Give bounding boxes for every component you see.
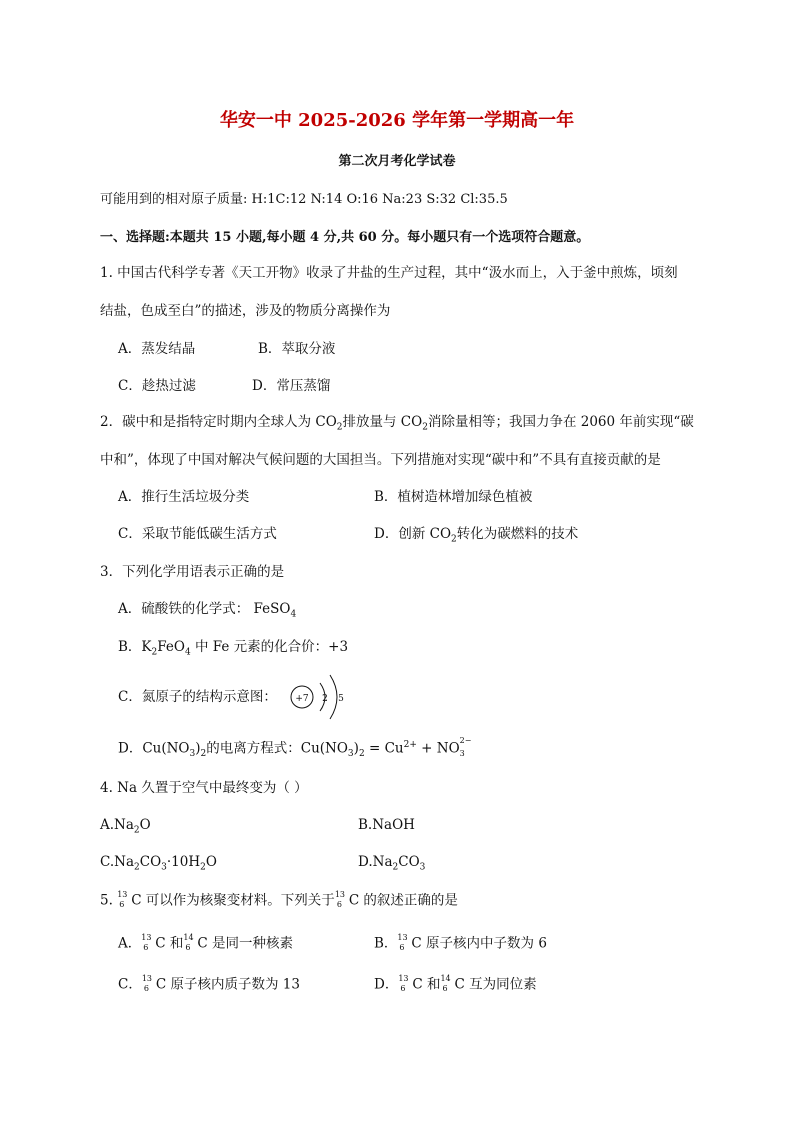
q2-stem-line2: 中和”，体现了中国对解决气候问题的大国担当。下列措施对实现“碳中和”不具有直接贡献的是 — [100, 452, 661, 468]
isotope-c13: 13 6 — [117, 890, 128, 909]
isotope-c13: 13 6 — [334, 890, 345, 909]
isotope-c13: 13 6 — [398, 974, 409, 993]
exam-title: 华安一中 2025-2026 学年第一学期高一年 — [219, 110, 575, 131]
q1-option-c: C．趁热过滤 — [118, 378, 196, 394]
q4-stem: 4. Na 久置于空气中最终变为（ ） — [100, 780, 308, 796]
isotope-c13: 13 6 — [397, 933, 408, 952]
section-heading: 一、选择题:本题共 15 小题,每小题 4 分,共 60 分。每小题只有一个选项符合题意。 — [100, 230, 590, 245]
q1-option-b: B．萃取分液 — [258, 341, 336, 357]
nitrogen-atom-diagram — [286, 673, 356, 721]
q1-option-a: A．蒸发结晶 — [118, 341, 196, 357]
shell-1-electrons: 2 — [322, 694, 328, 704]
q5-option-c: C． 13 6 C 原子核内质子数为 13 — [118, 974, 300, 993]
q4-option-c: $C.Na_2CO_3\cdot 10H_2O$ — [100, 854, 217, 873]
electron-shell-2 — [330, 675, 337, 719]
q2-stem-line1: 2．碳中和是指特定时期内全球人为 $CO_2$排放量与 $CO_2$消除量相等；我国力争在 2060 年前实现“碳 — [100, 414, 694, 433]
q5-option-b: B． 13 6 C 原子核内中子数为 6 — [374, 933, 547, 952]
q3-option-a: A．硫酸铁的化学式： FeSO$_4$ — [118, 601, 297, 620]
isotope-c13: 13 6 — [141, 974, 153, 993]
isotope-c14: 14 6 — [440, 974, 451, 993]
q3-stem: 3．下列化学用语表示正确的是 — [100, 564, 285, 580]
atomic-masses: 可能用到的相对原子质量: H:1C:12 N:14 O:16 Na:23 S:32 Cl:35.5 — [100, 192, 508, 207]
nucleus-charge: +7 — [295, 694, 309, 704]
isotope-c13: 13 6 — [141, 933, 152, 952]
q4-option-b: B.NaOH — [358, 817, 415, 833]
q5-stem: 5. 13 6 C 可以作为核聚变材料。下列关于 13 6 C 的叙述正确的是 — [100, 890, 458, 909]
exam-subtitle: 第二次月考化学试卷 — [338, 154, 456, 169]
q2-option-a: A．推行生活垃圾分类 — [118, 489, 250, 505]
q4-option-a: $A.Na_2O$ — [100, 817, 151, 836]
no3-charge: 2− 3 — [459, 736, 472, 758]
q5-option-d: D． 13 6 C 和 14 6 C 互为同位素 — [374, 974, 537, 993]
q1-option-d: D．常压蒸馏 — [252, 378, 331, 394]
q2-option-d: D．创新 $CO_2$转化为碳燃料的技术 — [374, 526, 579, 545]
q2-option-b: B．植树造林增加绿色植被 — [374, 489, 533, 505]
q1-stem-line2: 结盐，色成至白”的描述，涉及的物质分离操作为 — [100, 303, 391, 319]
isotope-c14: 14 6 — [183, 933, 194, 952]
q3-option-c: C．氮原子的结构示意图： — [118, 689, 277, 705]
q4-option-d: $D.Na_2CO_3$ — [358, 854, 426, 873]
q3-option-b: B．$K_2FeO_4$ 中 Fe 元素的化合价：+3 — [118, 639, 349, 658]
q1-stem-line1: 1. 中国古代科学专著《天工开物》收录了井盐的生产过程，其中“汲水而上，入于釜中煎炼，顷刻 — [100, 265, 678, 281]
q2-option-c: C．采取节能低碳生活方式 — [118, 526, 277, 542]
q5-option-a: A． 13 6 C 和 14 6 C 是同一种核素 — [118, 933, 293, 952]
shell-2-electrons: 5 — [338, 694, 344, 704]
q3-option-d: D．$Cu(NO_3)_2$的电离方程式：$Cu(NO_3)_2 = Cu^{2+}$ + NO 2− 3 — [118, 736, 472, 760]
